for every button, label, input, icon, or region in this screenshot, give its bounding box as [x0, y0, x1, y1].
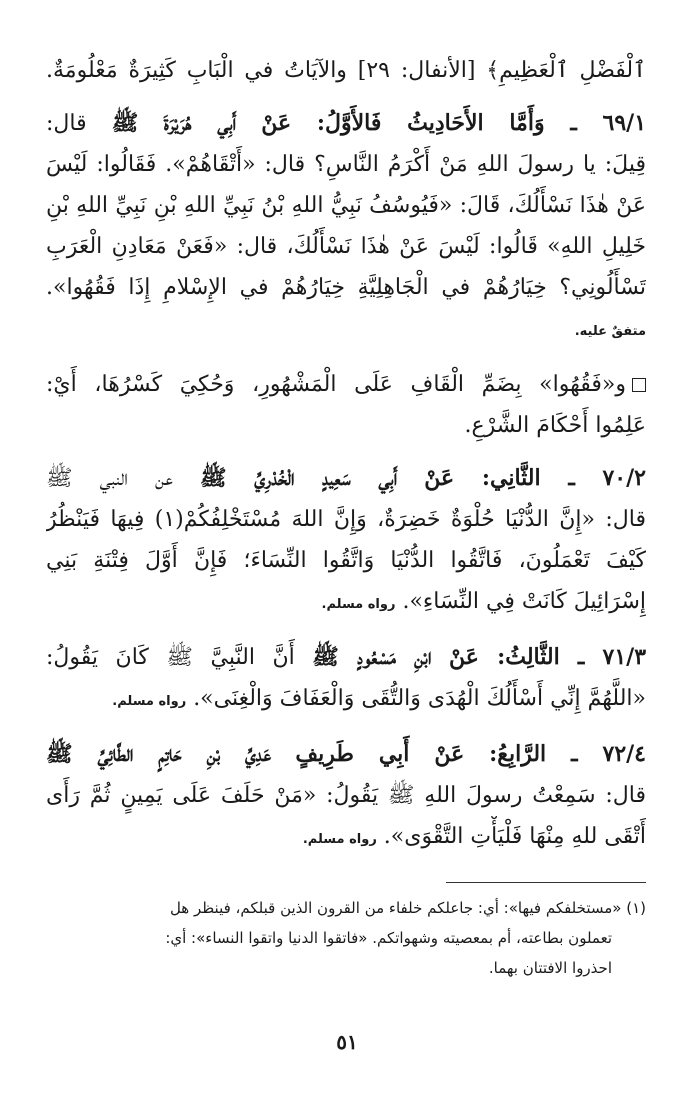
hadith-71-heading — [46, 637, 646, 678]
hadith-number-label: ٧١/٣ ـ الثَّالِثُ: عَنْ — [449, 644, 646, 670]
spacer — [46, 625, 646, 637]
hadith-69-line: خَلِيلِ اللهِ» قَالُوا: لَيْسَ عَنْ هٰذَا نَسْأَلُكَ، قال: «فَعَنْ مَعَادِنِ الْعَرَبِ — [46, 234, 646, 259]
spacer — [46, 352, 646, 364]
explanatory-note-line — [46, 364, 646, 405]
page-number: ٥١ — [336, 1030, 358, 1054]
hadith-number-label: ٧٠/٢ ـ الثَّانِي: عَنْ — [424, 465, 646, 491]
hadith-number-label: ٧٢/٤ ـ الرَّابِعُ: عَنْ أَبِي طَرِيفٍ — [295, 741, 646, 767]
narrator-name: ابْنِ مَسْعُودٍ ﷺ — [312, 644, 432, 670]
hadith-text: أَتْقَى للهِ مِنْهَا فَلْيَأْتِ التَّقْوَى». — [383, 824, 646, 849]
hadith-text: «اللَّهُمَّ إِنِّي أَسْأَلُكَ الْهُدَى وَالتُّقَى وَالْعَفَافَ وَالْغِنَى». — [193, 686, 646, 711]
hadith-69-line: تَسْأَلُونِي؟ خِيَارُهُمْ في الْجَاهِلِيَّةِ خِيَارُهُمْ في الإِسْلامِ إِذَا فَقُهُوا». — [46, 275, 646, 300]
hadith-69-line: عَنْ هٰذَا نَسْأَلُكَ، قَالَ: «فَيُوسُفُ نَبِيُّ اللهِ بْنُ نَبِيِّ اللهِ بْنِ نَبِيِّ اللهِ بْنِ — [46, 193, 646, 218]
hadith-70-line — [46, 581, 646, 625]
footnote-line: (١) «مستخلفكم فيها»: أي: جاعلكم خلفاء من القرون الذين قبلكم، فينظر هل — [169, 899, 646, 917]
spacer — [46, 91, 646, 103]
note-text: و«فَقُهُوا» بِضَمِّ الْقَافِ عَلَى الْمَشْهُورِ، وَحُكِيَ كَسْرُهَا، أَيْ: — [46, 372, 626, 397]
hadith-intro-tail: أَنَّ النَّبِيَّ ﷺ كَانَ يَقُولُ: — [46, 645, 295, 670]
explanatory-note-line: عَلِمُوا أَحْكَامَ الشَّرْعِ. — [464, 413, 646, 438]
hadith-intro-tail: عن النبي ﷺ — [46, 466, 173, 491]
hadith-69-line: قِيلَ: يا رسولَ اللهِ مَنْ أَكْرَمُ النَّاسِ؟ قال: «أَتْقَاهُمْ». فَقَالُوا: لَيْسَ — [46, 152, 646, 177]
narrator-name: عَدِيِّ بْنِ حَاتِمٍ الطَّائِيِّ ﷺ — [46, 741, 272, 767]
hadith-70-line: قال: «إِنَّ الدُّنْيَا حُلْوَةٌ خَضِرَةٌ، وَإِنَّ اللهَ مُسْتَخْلِفُكُمْ(١) فِيهَا فَيَنْظُرُ — [46, 507, 646, 532]
verse-conclusion-line: ٱلْفَضْلِ ٱلْعَظِيمِ﴾ [الأنفال: ٢٩] والآيَاتُ في الْبَابِ كَثِيرَةٌ مَعْلُومَةٌ. — [46, 58, 646, 83]
source-attribution: متفقٌ عليه. — [574, 324, 646, 339]
spacer — [46, 446, 646, 458]
hadith-text: إِسْرَائِيلَ كَانَتْ فِي النِّسَاءِ». — [402, 589, 646, 614]
source-attribution: رواه مسلم. — [302, 832, 377, 847]
footnote-separator — [446, 882, 646, 883]
footnote-line: تعملون بطاعته، أم بمعصيته وشهواتكم. «فاتقوا الدنيا واتقوا النساء»: أي: — [165, 929, 612, 947]
hadith-70-line: كَيْفَ تَعْمَلُونَ، فَاتَّقُوا الدُّنْيَا وَاتَّقُوا النِّسَاءَ؛ فَإِنَّ أَوَّلَ فِتْنَةِ بَنِي — [46, 548, 646, 573]
narrator-name: أَبِي هُرَيْرَةَ ﷺ — [111, 110, 237, 136]
hadith-69-heading — [46, 103, 646, 144]
hadith-70-heading — [46, 458, 646, 499]
hadith-number-label: ٦٩/١ ـ وَأَمَّا الأَحَادِيثُ فَالأَوَّلُ: عَنْ — [261, 110, 646, 136]
spacer — [46, 722, 646, 734]
hadith-69-source — [46, 308, 646, 352]
hadith-72-line — [46, 816, 646, 860]
hadith-72-line: قال: سَمِعْتُ رسولَ اللهِ ﷺ يَقُولُ: «مَنْ حَلَفَ عَلَى يَمِينٍ ثُمَّ رَأَى — [46, 783, 646, 808]
note-square-icon — [632, 378, 646, 392]
hadith-71-line — [46, 678, 646, 722]
source-attribution: رواه مسلم. — [321, 597, 396, 612]
footnote-line: احذروا الافتتان بهما. — [488, 959, 612, 977]
hadith-intro-tail: قال: — [46, 111, 87, 136]
narrator-name: أَبِي سَعِيدٍ الْخُدْرِيِّ ﷺ — [200, 465, 398, 491]
source-attribution: رواه مسلم. — [112, 694, 187, 709]
hadith-72-heading — [46, 734, 646, 775]
